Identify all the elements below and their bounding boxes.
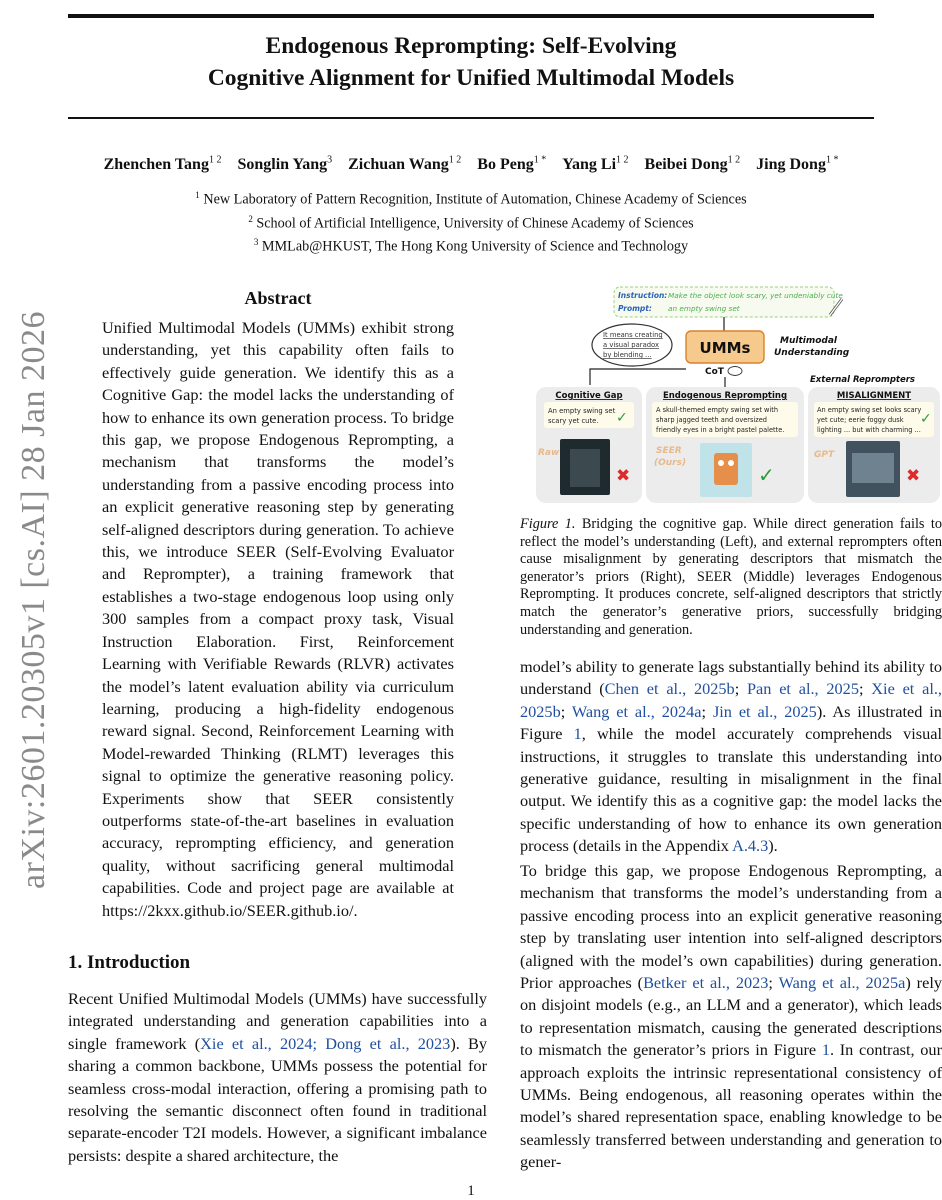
middle-tag-seer: SEER xyxy=(656,446,682,456)
author: Yang $Li^{1 2}$ xyxy=(562,155,629,174)
arxiv-stamp: arXiv:2601.20305v1 [cs.AI] 28 Jan 2026 xyxy=(15,310,52,890)
cross-icon: ✖ xyxy=(906,466,921,486)
cot-thought-icon xyxy=(728,367,742,376)
branch-arrow-left xyxy=(590,369,686,385)
multimodal-label-1: Multimodal xyxy=(780,336,837,346)
affiliation: $^3$ MMLab@HKUST, The Hong Kong University of Science and Technology xyxy=(253,237,689,256)
figure-caption: Figure 1. Bridging the cognitive gap. While direct generation fails to reflect the model’s understanding (Left), and external reprompters often cause misalignment by generating descriptors that mismatch the generator’s priors (Right), SEER (Middle) leverages Endogenous Reprompting. It produces concrete, self-aligned descriptors that strictly match the generator’s generative priors, successfully bridging understanding and generation. xyxy=(520,516,942,638)
author: Songlin Yang$^3$ xyxy=(237,155,333,174)
figure-ref-link[interactable]: 1 xyxy=(821,1040,830,1060)
instruction-text: Make the object look scary, yet undeniably cute xyxy=(668,291,843,300)
citation-link[interactable]: Chen et al., 2025b xyxy=(604,679,735,699)
author: Zichuan Wang$^{1 2}$ xyxy=(348,155,462,174)
citation-link[interactable]: Xie et al., 2025b xyxy=(520,679,942,721)
umms-label: UMMs xyxy=(699,339,751,357)
body-paragraph: model’s ability to generate lags substantially behind its ability to understand (Chen et al., 2025b; Pan et al., 2025; Xie et al., 2025b; Wang et al., 2024a; Jin et al., 2025). As illustrated in Figure 1, while the model accurately comprehends visual instructions, it struggles to translate this understanding into generative guidance, resulting in misalignment in the final output. We identify this as a cognitive gap: the model lacks the specific understanding of how to enhance its own generation process (details in the Appendix A.4.3). xyxy=(520,657,942,856)
right-tag-gpt: GPT xyxy=(814,450,835,460)
author: Beibei Dong$^{1 2}$ xyxy=(644,155,741,174)
citation-link[interactable]: Wang et al., 2024a xyxy=(571,701,702,721)
cot-label: CoT xyxy=(705,367,724,377)
affiliation-list xyxy=(68,186,874,257)
right-panel-title: MISALIGNMENT xyxy=(836,391,912,401)
check-icon: ✓ xyxy=(758,463,775,487)
middle-line-3: friendly eyes in a bright pastel palette. xyxy=(656,426,785,434)
thought-line-3: by blending ... xyxy=(603,351,652,359)
middle-line-1: A skull-themed empty swing set with xyxy=(656,406,778,414)
intro-paragraph: Recent Unified Multimodal Models (UMMs) have successfully integrated understanding and generation capabilities into a single framework (Xie et al., 2024; Dong et al., 2023). By sharing a common backbone, UMMs possess the potential for seamless cross-modal interaction, offering a promising path to resolving the semantic disconnect often found in traditional separate-encoder T2I models. However, a significant imbalance persists: despite a shared architecture, the xyxy=(68,989,488,1165)
appendix-ref-link[interactable]: A.4.3 xyxy=(732,836,769,856)
cross-icon: ✖ xyxy=(616,466,631,486)
multimodal-label-2: Understanding xyxy=(774,348,850,358)
left-panel-title: Cognitive Gap xyxy=(555,391,623,401)
paper-title xyxy=(68,30,874,94)
seer-image-eye xyxy=(728,460,734,466)
citation-link[interactable]: Xie et al., 2024; Dong et al., 2023 xyxy=(200,1033,451,1053)
raw-image-glow xyxy=(570,449,600,487)
citation-link[interactable]: Jin et al., 2025 xyxy=(712,701,817,721)
instruction-label: Instruction: xyxy=(618,291,668,300)
title-bottom-rule xyxy=(68,117,874,119)
abstract-heading: Abstract xyxy=(244,288,312,308)
seer-image-eye xyxy=(718,460,724,466)
middle-tag-ours: (Ours) xyxy=(654,458,687,468)
affiliation: $^2$ School of Artificial Intelligence, University of Chinese Academy of Sciences xyxy=(248,213,694,232)
title-top-rule xyxy=(68,14,874,18)
body-paragraph: To bridge this gap, we propose Endogenous Reprompting, a mechanism that transforms the model’s understanding from a passive encoding process into an explicit generative reasoning step by translating user intention into self-aligned descriptors (aligned with the model’s own capabilities) during generation. Prior approaches (Betker et al., 2023; Wang et al., 2025a) rely on disjoint models (e.g., an LLM and a generator), which leads to representation mismatch, causing the generated descriptions to mismatch the generator’s priors in Figure 1. In contrast, our approach exploits the intrinsic representational consistency of UMMs. Being endogenous, all reasoning operates within the model’s shared representation space, enabling knowledge to be seamlessly transferred between understanding and generation to gener- xyxy=(520,861,942,1172)
figure-1 xyxy=(530,285,942,505)
external-reprompters-label: External Reprompters xyxy=(810,375,915,385)
left-tag-raw: Raw xyxy=(538,448,560,458)
abstract-text: Unified Multimodal Models (UMMs) exhibit strong understanding, yet this capability often fails to effectively guide generation. We identify this as a Cognitive Gap: the model lacks the understanding of how to enhance its own generation process. To bridge this gap, we propose Endogenous Reprompting, a mechanism that transforms the model’s understanding from a passive encoding process into an explicit generative reasoning step by generating self-aligned descriptors during generation. To achieve this, we introduce SEER (Self-Evolving Evaluator and Reprompter), a training framework that establishes a two-stage endogenous loop using only 300 samples from a compact proxy task, Visual Instruction Elaboration. First, Reinforcement Learning with Verifiable Rewards (RLVR) activates the model’s latent evaluation ability via curriculum learning, producing a high-fidelity endogenous reward signal. Second, Reinforcement Learning with Model-rewarded Thinking (RLMT) leverages this signal to optimize the generative reasoning policy. Experiments show that SEER consistently outperforms state-of-the-art baselines in evaluation accuracy, reprompting efficiency, and generation quality, without sacrificing general multimodal capabilities. Code and project page are available at https://2kxx.github.io/SEER.github.io/. xyxy=(102,318,454,920)
seer-image-swing xyxy=(714,453,738,485)
affiliation: $^1$ New Laboratory of Pattern Recognition, Institute of Automation, Chinese Academy of Sciences xyxy=(195,190,747,208)
title-line-1: Endogenous Reprompting: Self-Evolving xyxy=(265,33,677,59)
section-heading-introduction: 1. Introduction xyxy=(68,952,191,973)
citation-link[interactable]: Wang et al., 2025a xyxy=(778,973,906,993)
author: Zhenchen Tang$^{1 2}$ xyxy=(103,155,222,174)
right-line-1: An empty swing set looks scary xyxy=(817,406,922,414)
prompt-label: Prompt: xyxy=(618,304,652,313)
thought-line-1: It means creating xyxy=(603,331,663,339)
middle-line-2: sharp jagged teeth and oversized xyxy=(656,416,767,424)
middle-panel-title: Endogenous Reprompting xyxy=(662,391,788,401)
gpt-image-fog xyxy=(852,453,894,483)
page-number: 1 xyxy=(467,1183,475,1199)
caption-label: Figure 1. xyxy=(520,516,576,532)
right-line-2: yet cute; eerie foggy dusk xyxy=(817,416,904,424)
left-line-1: An empty swing set xyxy=(548,407,616,415)
prompt-text: an empty swing set xyxy=(668,304,740,313)
right-line-3: lighting ... but with charming ... xyxy=(817,426,921,434)
author-list xyxy=(68,155,874,174)
author: Jing Dong$^{1 *}$ xyxy=(756,155,839,174)
figure-ref-link[interactable]: 1 xyxy=(573,724,582,744)
left-line-2: scary yet cute. xyxy=(548,417,599,425)
check-icon: ✓ xyxy=(920,411,932,427)
citation-link[interactable]: Pan et al., 2025 xyxy=(747,679,859,699)
author: Bo Peng$^{1 *}$ xyxy=(477,155,547,174)
check-icon: ✓ xyxy=(616,410,628,426)
citation-link[interactable]: Betker et al., 2023 xyxy=(643,973,769,993)
title-line-2: Cognitive Alignment for Unified Multimodal Models xyxy=(207,65,735,91)
thought-line-2: a visual paradox xyxy=(603,341,660,349)
